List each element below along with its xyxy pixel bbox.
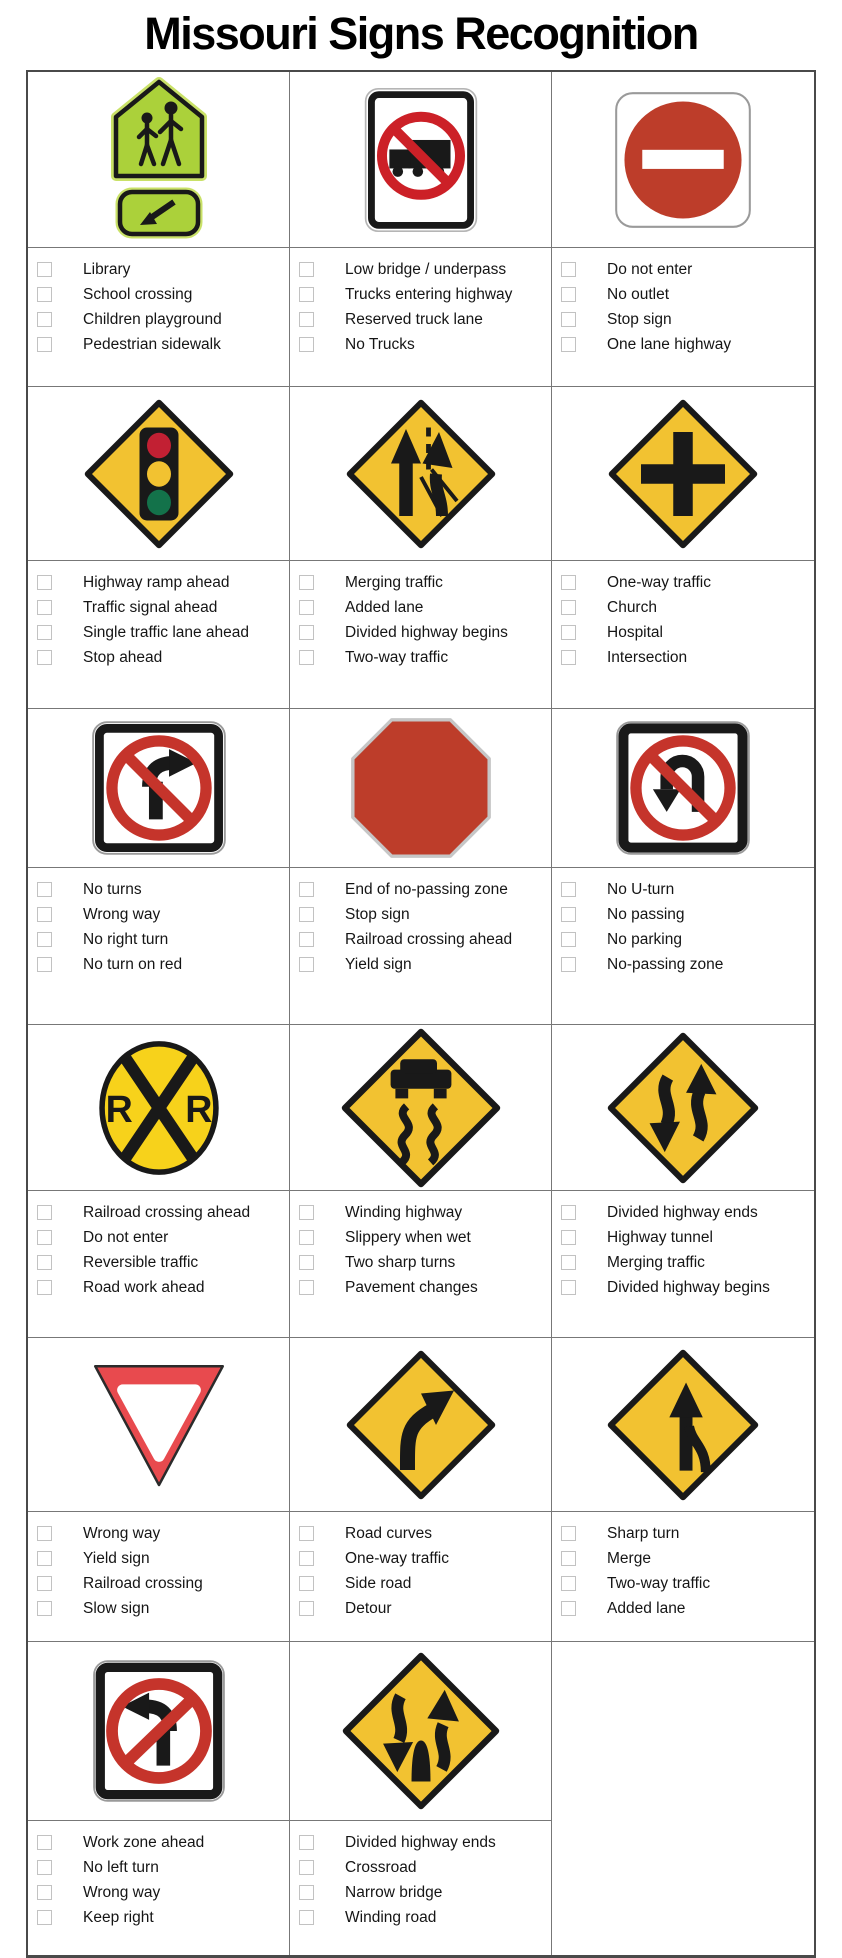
option-row [552, 1275, 814, 1300]
option-row [28, 570, 289, 595]
option-checkbox[interactable] [37, 337, 52, 352]
option-checkbox[interactable] [37, 1576, 52, 1591]
quiz-cell [28, 1025, 290, 1337]
option-checkbox[interactable] [299, 1205, 314, 1220]
option-row [290, 1830, 551, 1855]
option-checkbox[interactable] [37, 287, 52, 302]
quiz-cell [552, 1025, 814, 1337]
option-checkbox[interactable] [561, 1576, 576, 1591]
option-checkbox[interactable] [37, 1526, 52, 1541]
option-row [28, 1225, 289, 1250]
option-checkbox[interactable] [299, 312, 314, 327]
option-checkbox[interactable] [299, 650, 314, 665]
option-checkbox[interactable] [561, 262, 576, 277]
option-row [28, 307, 289, 332]
sign-area [290, 1338, 551, 1512]
option-label: Church [607, 598, 657, 616]
option-row [552, 257, 814, 282]
option-label: Reversible traffic [83, 1253, 199, 1271]
option-row [552, 620, 814, 645]
option-label: Children playground [83, 310, 222, 328]
option-checkbox[interactable] [37, 1860, 52, 1875]
option-checkbox[interactable] [37, 312, 52, 327]
options-list [552, 1191, 814, 1337]
option-row [28, 1855, 289, 1880]
option-checkbox[interactable] [561, 932, 576, 947]
option-label: No-passing zone [607, 955, 724, 973]
quiz-row [28, 709, 814, 1025]
option-label: Wrong way [83, 1524, 161, 1542]
option-checkbox[interactable] [37, 575, 52, 590]
option-checkbox[interactable] [299, 1601, 314, 1616]
quiz-cell [552, 387, 814, 708]
option-label: School crossing [83, 285, 193, 303]
option-checkbox[interactable] [37, 1230, 52, 1245]
yield-sign [84, 1356, 234, 1494]
option-label: No right turn [83, 930, 169, 948]
option-label: Merge [607, 1549, 651, 1567]
sign-area [290, 1025, 551, 1191]
option-label: Keep right [83, 1908, 154, 1926]
option-row [28, 1275, 289, 1300]
option-row [290, 332, 551, 357]
options-list [28, 1512, 289, 1641]
option-label: No U-turn [607, 880, 675, 898]
option-row [290, 282, 551, 307]
options-list [28, 248, 289, 386]
option-checkbox[interactable] [37, 1255, 52, 1270]
no-right-turn-sign [90, 719, 228, 857]
option-row [28, 1200, 289, 1225]
option-row [552, 307, 814, 332]
option-label: Wrong way [83, 905, 161, 923]
option-label: Railroad crossing ahead [345, 930, 513, 948]
option-row [290, 570, 551, 595]
quiz-cell [552, 709, 814, 1024]
option-checkbox[interactable] [299, 337, 314, 352]
option-checkbox[interactable] [561, 882, 576, 897]
option-checkbox[interactable] [299, 575, 314, 590]
do-not-enter-sign [613, 90, 753, 230]
option-label: Yield sign [345, 955, 412, 973]
option-row [28, 902, 289, 927]
divided-highway-ends-sign [342, 1652, 500, 1810]
option-row [28, 952, 289, 977]
quiz-cell [290, 72, 552, 386]
option-row [552, 927, 814, 952]
quiz-cell [290, 709, 552, 1024]
option-label: Hospital [607, 623, 663, 641]
sign-area [552, 1338, 814, 1512]
options-list [28, 1821, 289, 1955]
option-label: Stop sign [345, 905, 410, 923]
option-row [28, 257, 289, 282]
option-checkbox[interactable] [561, 575, 576, 590]
option-row [290, 1596, 551, 1621]
option-checkbox[interactable] [299, 262, 314, 277]
options-list [552, 868, 814, 1024]
option-row [290, 1250, 551, 1275]
option-row [290, 1905, 551, 1930]
option-label: Two-way traffic [345, 648, 449, 666]
option-checkbox[interactable] [37, 907, 52, 922]
option-label: Winding road [345, 1908, 437, 1926]
option-row [28, 1596, 289, 1621]
option-checkbox[interactable] [299, 932, 314, 947]
option-checkbox[interactable] [299, 1576, 314, 1591]
sign-area [552, 387, 814, 561]
option-row [552, 1546, 814, 1571]
quiz-cell [28, 1642, 290, 1955]
option-checkbox[interactable] [561, 1205, 576, 1220]
sign-area [290, 709, 551, 868]
option-row [290, 645, 551, 670]
option-label: No passing [607, 905, 685, 923]
option-row [552, 1596, 814, 1621]
option-row [290, 620, 551, 645]
option-checkbox[interactable] [561, 625, 576, 640]
option-checkbox[interactable] [299, 1255, 314, 1270]
options-list [290, 561, 551, 708]
option-row [28, 1546, 289, 1571]
quiz-cell [28, 387, 290, 708]
option-row [290, 1546, 551, 1571]
option-checkbox[interactable] [299, 1860, 314, 1875]
quiz-cell [28, 709, 290, 1024]
option-label: Stop sign [607, 310, 672, 328]
option-row [28, 1521, 289, 1546]
option-checkbox[interactable] [37, 1601, 52, 1616]
sign-area [552, 709, 814, 868]
option-label: Wrong way [83, 1883, 161, 1901]
quiz-cell [290, 1338, 552, 1641]
option-row [552, 645, 814, 670]
option-checkbox[interactable] [299, 287, 314, 302]
quiz-cell [28, 1338, 290, 1641]
stop-sign [346, 717, 496, 859]
divided-highway-sign [607, 1032, 759, 1184]
slippery-when-wet-sign [341, 1028, 501, 1188]
option-label: Do not enter [607, 260, 693, 278]
option-row [290, 952, 551, 977]
option-row [552, 1225, 814, 1250]
quiz-cell [28, 72, 290, 386]
option-row [290, 1225, 551, 1250]
option-row [552, 1200, 814, 1225]
options-list [28, 561, 289, 708]
option-checkbox[interactable] [37, 625, 52, 640]
quiz-row [28, 1338, 814, 1642]
option-row [552, 877, 814, 902]
options-list [290, 868, 551, 1024]
quiz-row [28, 387, 814, 709]
sign-area [290, 387, 551, 561]
options-list [28, 1191, 289, 1337]
option-label: Divided highway ends [607, 1203, 758, 1221]
quiz-cell-empty [552, 1642, 814, 1955]
sign-area [28, 1338, 289, 1512]
option-checkbox[interactable] [561, 287, 576, 302]
option-checkbox[interactable] [561, 650, 576, 665]
option-checkbox[interactable] [299, 1526, 314, 1541]
option-row [552, 1521, 814, 1546]
option-checkbox[interactable] [299, 625, 314, 640]
option-label: Slow sign [83, 1599, 150, 1617]
options-list [552, 1820, 814, 1954]
option-checkbox[interactable] [561, 312, 576, 327]
option-checkbox[interactable] [299, 1280, 314, 1295]
option-row [28, 282, 289, 307]
option-label: No turns [83, 880, 142, 898]
options-list [290, 1821, 551, 1955]
intersection-sign [608, 399, 758, 549]
sign-area [290, 72, 551, 248]
option-label: No turn on red [83, 955, 183, 973]
option-label: Crossroad [345, 1858, 417, 1876]
option-row [28, 645, 289, 670]
sign-area [28, 387, 289, 561]
sign-area [552, 72, 814, 248]
option-row [290, 257, 551, 282]
option-row [290, 595, 551, 620]
page-title: Missouri Signs Recognition [144, 8, 698, 59]
option-label: Divided highway begins [607, 1278, 770, 1296]
sign-area [28, 1025, 289, 1191]
option-row [290, 902, 551, 927]
option-checkbox[interactable] [299, 882, 314, 897]
option-checkbox[interactable] [299, 1835, 314, 1850]
options-list [290, 248, 551, 386]
option-label: Detour [345, 1599, 392, 1617]
option-checkbox[interactable] [561, 1601, 576, 1616]
option-checkbox[interactable] [299, 1885, 314, 1900]
option-checkbox[interactable] [561, 1551, 576, 1566]
option-row [552, 1250, 814, 1275]
no-trucks-sign [363, 86, 479, 234]
option-label: Pavement changes [345, 1278, 478, 1296]
option-label: Railroad crossing [83, 1574, 203, 1592]
quiz-row [28, 1642, 814, 1955]
option-checkbox[interactable] [37, 1280, 52, 1295]
option-label: Yield sign [83, 1549, 150, 1567]
option-row [290, 1855, 551, 1880]
quiz-table [26, 70, 816, 1958]
option-row [290, 307, 551, 332]
option-checkbox[interactable] [299, 957, 314, 972]
added-lane-sign [346, 399, 496, 549]
option-checkbox[interactable] [299, 907, 314, 922]
option-checkbox[interactable] [561, 1280, 576, 1295]
merge-sign [607, 1349, 759, 1501]
option-label: Narrow bridge [345, 1883, 443, 1901]
option-row [28, 1830, 289, 1855]
option-checkbox[interactable] [37, 1910, 52, 1925]
option-label: Trucks entering highway [345, 285, 513, 303]
option-label: No parking [607, 930, 682, 948]
option-checkbox[interactable] [37, 600, 52, 615]
option-row [28, 595, 289, 620]
option-label: Highway ramp ahead [83, 573, 230, 591]
option-checkbox[interactable] [299, 600, 314, 615]
quiz-cell [290, 1025, 552, 1337]
quiz-cell [290, 387, 552, 708]
option-row [290, 1200, 551, 1225]
option-checkbox[interactable] [37, 1551, 52, 1566]
option-checkbox[interactable] [37, 1835, 52, 1850]
option-row [28, 1250, 289, 1275]
option-checkbox[interactable] [561, 1526, 576, 1541]
option-row [28, 1571, 289, 1596]
svg-text:R: R [105, 1087, 133, 1130]
option-label: Divided highway ends [345, 1833, 496, 1851]
option-label: One-way traffic [607, 573, 711, 591]
option-label: Two sharp turns [345, 1253, 456, 1271]
option-label: Side road [345, 1574, 412, 1592]
option-label: Intersection [607, 648, 688, 666]
option-label: Sharp turn [607, 1524, 680, 1542]
option-row [28, 927, 289, 952]
option-row [290, 1880, 551, 1905]
option-checkbox[interactable] [299, 1910, 314, 1925]
option-row [290, 1571, 551, 1596]
quiz-cell [552, 72, 814, 386]
option-checkbox[interactable] [561, 1230, 576, 1245]
quiz-row [28, 72, 814, 387]
options-list [290, 1512, 551, 1641]
options-list [552, 1512, 814, 1641]
option-checkbox[interactable] [561, 957, 576, 972]
sign-area [552, 1642, 814, 1820]
option-checkbox[interactable] [37, 1885, 52, 1900]
option-checkbox[interactable] [37, 932, 52, 947]
option-label: No Trucks [345, 335, 415, 353]
option-label: Reserved truck lane [345, 310, 483, 328]
option-row [552, 952, 814, 977]
option-checkbox[interactable] [561, 907, 576, 922]
option-label: End of no-passing zone [345, 880, 508, 898]
option-row [28, 620, 289, 645]
option-row [28, 332, 289, 357]
curve-right-sign [346, 1350, 496, 1500]
option-label: Single traffic lane ahead [83, 623, 250, 641]
option-label: Winding highway [345, 1203, 463, 1221]
option-label: Low bridge / underpass [345, 260, 507, 278]
option-checkbox[interactable] [299, 1230, 314, 1245]
option-checkbox[interactable] [299, 1551, 314, 1566]
option-checkbox[interactable] [37, 650, 52, 665]
sign-area [28, 1642, 289, 1821]
option-checkbox[interactable] [37, 957, 52, 972]
option-row [552, 570, 814, 595]
option-row [552, 595, 814, 620]
option-label: No outlet [607, 285, 670, 303]
option-label: Traffic signal ahead [83, 598, 218, 616]
option-label: One-way traffic [345, 1549, 449, 1567]
option-label: One lane highway [607, 335, 732, 353]
option-label: Library [83, 260, 131, 278]
option-label: Work zone ahead [83, 1833, 205, 1851]
option-label: Road curves [345, 1524, 433, 1542]
option-label: Merging traffic [345, 573, 443, 591]
option-label: Do not enter [83, 1228, 169, 1246]
sign-area [28, 72, 289, 248]
svg-text:R: R [184, 1087, 212, 1130]
no-u-turn-sign [614, 719, 752, 857]
quiz-cell [552, 1338, 814, 1641]
no-left-turn-sign [91, 1658, 227, 1804]
option-label: Two-way traffic [607, 1574, 711, 1592]
option-label: Divided highway begins [345, 623, 508, 641]
option-label: Added lane [607, 1599, 686, 1617]
option-row [28, 1880, 289, 1905]
school-crossing-sign [100, 76, 218, 244]
options-list [28, 868, 289, 1024]
option-row [290, 877, 551, 902]
option-label: Added lane [345, 598, 424, 616]
options-list [552, 561, 814, 708]
railroad-crossing-sign [98, 1040, 220, 1176]
option-label: No left turn [83, 1858, 159, 1876]
sign-area [28, 709, 289, 868]
option-row [552, 1571, 814, 1596]
option-checkbox[interactable] [561, 337, 576, 352]
quiz-cell [290, 1642, 552, 1955]
option-row [552, 332, 814, 357]
option-checkbox[interactable] [37, 262, 52, 277]
option-row [290, 1521, 551, 1546]
option-label: Stop ahead [83, 648, 163, 666]
option-label: Pedestrian sidewalk [83, 335, 221, 353]
option-label: Road work ahead [83, 1278, 205, 1296]
option-label: Slippery when wet [345, 1228, 471, 1246]
option-row [28, 1905, 289, 1930]
options-list [290, 1191, 551, 1337]
option-row [552, 902, 814, 927]
option-row [28, 877, 289, 902]
option-checkbox[interactable] [561, 600, 576, 615]
option-label: Railroad crossing ahead [83, 1203, 251, 1221]
option-checkbox[interactable] [37, 1205, 52, 1220]
option-checkbox[interactable] [561, 1255, 576, 1270]
sign-area [552, 1025, 814, 1191]
option-row [290, 927, 551, 952]
option-checkbox[interactable] [37, 882, 52, 897]
option-row [290, 1275, 551, 1300]
options-list [552, 248, 814, 386]
quiz-row [28, 1025, 814, 1338]
option-label: Highway tunnel [607, 1228, 713, 1246]
traffic-signal-ahead-sign [84, 399, 234, 549]
sign-area [290, 1642, 551, 1821]
option-row [552, 282, 814, 307]
option-label: Merging traffic [607, 1253, 705, 1271]
